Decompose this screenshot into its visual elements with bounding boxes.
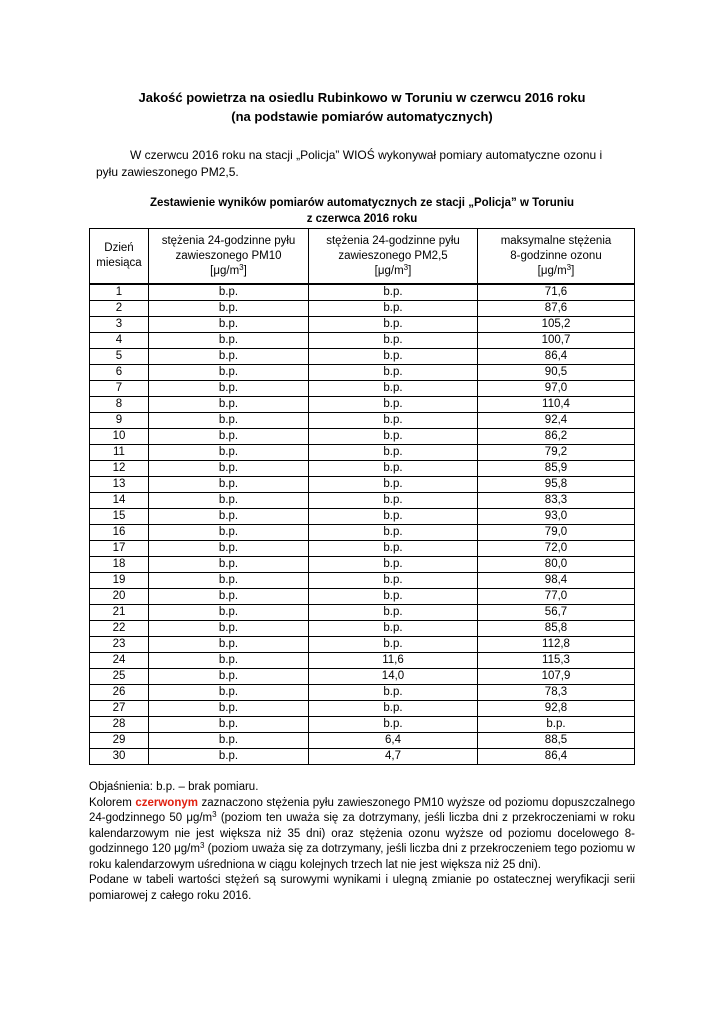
cell-pm10: b.p. bbox=[149, 429, 309, 445]
table-subtitle: z czerwca 2016 roku bbox=[306, 213, 418, 225]
cell-ozone: 98,4 bbox=[478, 573, 635, 589]
cell-day: 6 bbox=[90, 365, 149, 381]
cell-pm10: b.p. bbox=[149, 317, 309, 333]
cell-day: 9 bbox=[90, 413, 149, 429]
cell-pm10: b.p. bbox=[149, 365, 309, 381]
intro-text: W czerwcu 2016 roku na stacji „Policja” WIOŚ wykonywał pomiary automatyczne ozonu i bbox=[130, 148, 603, 162]
notes-final: Podane w tabeli wartości stężeń są surowymi wynikami i ulegną zmianie po ostatecznej weryfikacji serii pomiarowej z całego roku 2016. bbox=[89, 874, 635, 902]
cell-day: 2 bbox=[90, 301, 149, 317]
header-day bbox=[90, 229, 149, 285]
cell-ozone: 95,8 bbox=[478, 477, 635, 493]
header-day-line1: Dzień bbox=[104, 242, 134, 254]
notes-color-legend: Kolorem czerwonym zaznaczono stężenia pyłu zawieszonego PM10 wyższe od poziomu dopuszczalnego 24-godzinnego 50 $\mu g/m^3$ (poziom ten uważa się za dotrzymany, jeśli liczba dni z przekroczeniami w roku kalendarzowym nie jest większa niż 35 dni) oraz stężenia ozonu wyższe od poziomu docelowego 8-godzinnego 120 $\mu g/m^3$ (poziom uważa się za dotrzymany, jeśli liczba dni z przekroczeniem tego poziomu w roku kalendarzowym uśredniona w ciągu kolejnych trzech lat nie jest większa niż 25 dni). bbox=[89, 796, 635, 871]
cell-day: 24 bbox=[90, 653, 149, 669]
cell-pm10: b.p. bbox=[149, 573, 309, 589]
table-row bbox=[90, 541, 635, 557]
cell-pm25: b.p. bbox=[309, 284, 478, 301]
cell-pm25: b.p. bbox=[309, 541, 478, 557]
table-row bbox=[90, 509, 635, 525]
cell-pm25: b.p. bbox=[309, 589, 478, 605]
cell-pm25: 6,4 bbox=[309, 733, 478, 749]
cell-ozone: 105,2 bbox=[478, 317, 635, 333]
cell-ozone: 93,0 bbox=[478, 509, 635, 525]
table-row bbox=[90, 621, 635, 637]
cell-pm25: b.p. bbox=[309, 621, 478, 637]
cell-day: 17 bbox=[90, 541, 149, 557]
header-day-line2: miesiąca bbox=[96, 257, 142, 269]
cell-ozone: 92,8 bbox=[478, 701, 635, 717]
cell-day: 5 bbox=[90, 349, 149, 365]
cell-pm10: b.p. bbox=[149, 669, 309, 685]
header-ozone-unit: $[\mu g/m^3]$ bbox=[537, 262, 575, 277]
cell-day: 20 bbox=[90, 589, 149, 605]
header-ozone bbox=[478, 229, 635, 285]
cell-day: 26 bbox=[90, 685, 149, 701]
cell-day: 18 bbox=[90, 557, 149, 573]
cell-pm10: b.p. bbox=[149, 509, 309, 525]
cell-pm25: b.p. bbox=[309, 333, 478, 349]
table-row bbox=[90, 445, 635, 461]
cell-day: 21 bbox=[90, 605, 149, 621]
cell-ozone: 56,7 bbox=[478, 605, 635, 621]
cell-day: 19 bbox=[90, 573, 149, 589]
cell-ozone: 80,0 bbox=[478, 557, 635, 573]
intro-text-line2: pyłu zawieszonego PM2,5. bbox=[96, 165, 239, 179]
cell-ozone: 86,4 bbox=[478, 749, 635, 765]
cell-day: 30 bbox=[90, 749, 149, 765]
header-pm25-unit: $[\mu g/m^3]$ bbox=[374, 262, 412, 277]
table-row bbox=[90, 557, 635, 573]
cell-ozone: 90,5 bbox=[478, 365, 635, 381]
cell-day: 8 bbox=[90, 397, 149, 413]
table-row bbox=[90, 701, 635, 717]
table-row bbox=[90, 493, 635, 509]
notes-explanation: Objaśnienia: b.p. – brak pomiaru. bbox=[89, 781, 259, 793]
cell-pm10: b.p. bbox=[149, 621, 309, 637]
cell-day: 14 bbox=[90, 493, 149, 509]
cell-pm25: b.p. bbox=[309, 429, 478, 445]
cell-pm10: b.p. bbox=[149, 461, 309, 477]
cell-ozone: 112,8 bbox=[478, 637, 635, 653]
header-pm25-line2: zawieszonego PM2,5 bbox=[338, 249, 448, 262]
header-pm25-line1: stężenia 24-godzinne pyłu bbox=[326, 234, 460, 247]
cell-ozone: 79,2 bbox=[478, 445, 635, 461]
cell-day: 1 bbox=[90, 284, 149, 301]
table-row bbox=[90, 605, 635, 621]
table-row bbox=[90, 733, 635, 749]
cell-pm25: b.p. bbox=[309, 717, 478, 733]
cell-pm25: b.p. bbox=[309, 301, 478, 317]
cell-ozone: 107,9 bbox=[478, 669, 635, 685]
cell-pm25: b.p. bbox=[309, 605, 478, 621]
measurements-table bbox=[89, 228, 635, 765]
cell-pm10: b.p. bbox=[149, 525, 309, 541]
cell-day: 15 bbox=[90, 509, 149, 525]
table-row bbox=[90, 333, 635, 349]
cell-pm10: b.p. bbox=[149, 605, 309, 621]
cell-pm25: 4,7 bbox=[309, 749, 478, 765]
cell-pm25: b.p. bbox=[309, 461, 478, 477]
cell-ozone: 77,0 bbox=[478, 589, 635, 605]
cell-pm10: b.p. bbox=[149, 653, 309, 669]
cell-pm10: b.p. bbox=[149, 413, 309, 429]
cell-day: 7 bbox=[90, 381, 149, 397]
cell-ozone: 86,4 bbox=[478, 349, 635, 365]
cell-pm10: b.p. bbox=[149, 701, 309, 717]
table-row bbox=[90, 301, 635, 317]
table-body bbox=[90, 284, 635, 765]
cell-day: 12 bbox=[90, 461, 149, 477]
cell-pm25: b.p. bbox=[309, 493, 478, 509]
cell-pm10: b.p. bbox=[149, 749, 309, 765]
cell-pm10: b.p. bbox=[149, 397, 309, 413]
intro-paragraph bbox=[96, 147, 639, 181]
cell-pm10: b.p. bbox=[149, 284, 309, 301]
cell-pm25: b.p. bbox=[309, 365, 478, 381]
cell-pm10: b.p. bbox=[149, 685, 309, 701]
cell-ozone: 71,6 bbox=[478, 284, 635, 301]
cell-ozone: 86,2 bbox=[478, 429, 635, 445]
table-row bbox=[90, 573, 635, 589]
document-title: Jakość powietrza na osiedlu Rubinkowo w Toruniu w czerwcu 2016 roku bbox=[138, 90, 586, 105]
cell-pm25: b.p. bbox=[309, 637, 478, 653]
header-pm10-line2: zawieszonego PM10 bbox=[175, 249, 282, 262]
cell-pm25: b.p. bbox=[309, 509, 478, 525]
table-row bbox=[90, 477, 635, 493]
cell-pm25: b.p. bbox=[309, 381, 478, 397]
cell-ozone: 83,3 bbox=[478, 493, 635, 509]
cell-pm25: b.p. bbox=[309, 573, 478, 589]
cell-pm10: b.p. bbox=[149, 381, 309, 397]
cell-ozone: 85,9 bbox=[478, 461, 635, 477]
cell-pm25: b.p. bbox=[309, 445, 478, 461]
cell-pm10: b.p. bbox=[149, 349, 309, 365]
cell-day: 22 bbox=[90, 621, 149, 637]
table-row bbox=[90, 525, 635, 541]
table-row bbox=[90, 637, 635, 653]
cell-day: 28 bbox=[90, 717, 149, 733]
notes-section bbox=[89, 780, 635, 904]
table-row bbox=[90, 461, 635, 477]
cell-day: 10 bbox=[90, 429, 149, 445]
cell-pm25: 11,6 bbox=[309, 653, 478, 669]
cell-ozone: 72,0 bbox=[478, 541, 635, 557]
cell-pm25: b.p. bbox=[309, 525, 478, 541]
table-row bbox=[90, 669, 635, 685]
cell-pm25: b.p. bbox=[309, 397, 478, 413]
cell-pm10: b.p. bbox=[149, 637, 309, 653]
cell-pm10: b.p. bbox=[149, 589, 309, 605]
cell-day: 23 bbox=[90, 637, 149, 653]
cell-ozone: 115,3 bbox=[478, 653, 635, 669]
header-pm10 bbox=[149, 229, 309, 285]
cell-pm10: b.p. bbox=[149, 541, 309, 557]
cell-ozone: 78,3 bbox=[478, 685, 635, 701]
cell-ozone: 79,0 bbox=[478, 525, 635, 541]
table-row bbox=[90, 349, 635, 365]
cell-ozone: b.p. bbox=[478, 717, 635, 733]
cell-pm25: b.p. bbox=[309, 413, 478, 429]
cell-day: 25 bbox=[90, 669, 149, 685]
table-row bbox=[90, 284, 635, 301]
cell-pm25: b.p. bbox=[309, 317, 478, 333]
cell-ozone: 85,8 bbox=[478, 621, 635, 637]
table-row bbox=[90, 317, 635, 333]
cell-pm10: b.p. bbox=[149, 445, 309, 461]
table-row bbox=[90, 717, 635, 733]
header-ozone-line2: 8-godzinne ozonu bbox=[510, 249, 602, 262]
cell-ozone: 88,5 bbox=[478, 733, 635, 749]
cell-day: 16 bbox=[90, 525, 149, 541]
cell-pm10: b.p. bbox=[149, 733, 309, 749]
red-highlight-word: czerwonym bbox=[135, 796, 198, 809]
table-title: Zestawienie wyników pomiarów automatycznych ze stacji „Policja” w Toruniu bbox=[149, 197, 575, 209]
cell-ozone: 100,7 bbox=[478, 333, 635, 349]
cell-day: 4 bbox=[90, 333, 149, 349]
cell-pm10: b.p. bbox=[149, 477, 309, 493]
header-pm10-line1: stężenia 24-godzinne pyłu bbox=[161, 234, 296, 247]
cell-pm10: b.p. bbox=[149, 301, 309, 317]
cell-pm10: b.p. bbox=[149, 493, 309, 509]
cell-pm25: b.p. bbox=[309, 685, 478, 701]
cell-pm25: b.p. bbox=[309, 701, 478, 717]
cell-pm10: b.p. bbox=[149, 557, 309, 573]
header-pm10-unit: $[\mu g/m^3]$ bbox=[210, 262, 247, 277]
cell-pm25: b.p. bbox=[309, 349, 478, 365]
table-header-row bbox=[90, 229, 635, 285]
table-row bbox=[90, 413, 635, 429]
table-row bbox=[90, 685, 635, 701]
table-row bbox=[90, 397, 635, 413]
cell-day: 3 bbox=[90, 317, 149, 333]
cell-pm25: b.p. bbox=[309, 557, 478, 573]
table-row bbox=[90, 381, 635, 397]
cell-pm25: 14,0 bbox=[309, 669, 478, 685]
cell-day: 11 bbox=[90, 445, 149, 461]
cell-ozone: 97,0 bbox=[478, 381, 635, 397]
cell-day: 29 bbox=[90, 733, 149, 749]
header-pm25 bbox=[309, 229, 478, 285]
cell-pm10: b.p. bbox=[149, 333, 309, 349]
cell-day: 27 bbox=[90, 701, 149, 717]
cell-pm25: b.p. bbox=[309, 477, 478, 493]
cell-day: 13 bbox=[90, 477, 149, 493]
table-row bbox=[90, 653, 635, 669]
table-row bbox=[90, 589, 635, 605]
cell-pm10: b.p. bbox=[149, 717, 309, 733]
table-row bbox=[90, 749, 635, 765]
cell-ozone: 92,4 bbox=[478, 413, 635, 429]
header-ozone-line1: maksymalne stężenia bbox=[500, 234, 612, 247]
table-row bbox=[90, 429, 635, 445]
cell-ozone: 110,4 bbox=[478, 397, 635, 413]
document-subtitle: (na podstawie pomiarów automatycznych) bbox=[231, 109, 493, 124]
table-row bbox=[90, 365, 635, 381]
cell-ozone: 87,6 bbox=[478, 301, 635, 317]
